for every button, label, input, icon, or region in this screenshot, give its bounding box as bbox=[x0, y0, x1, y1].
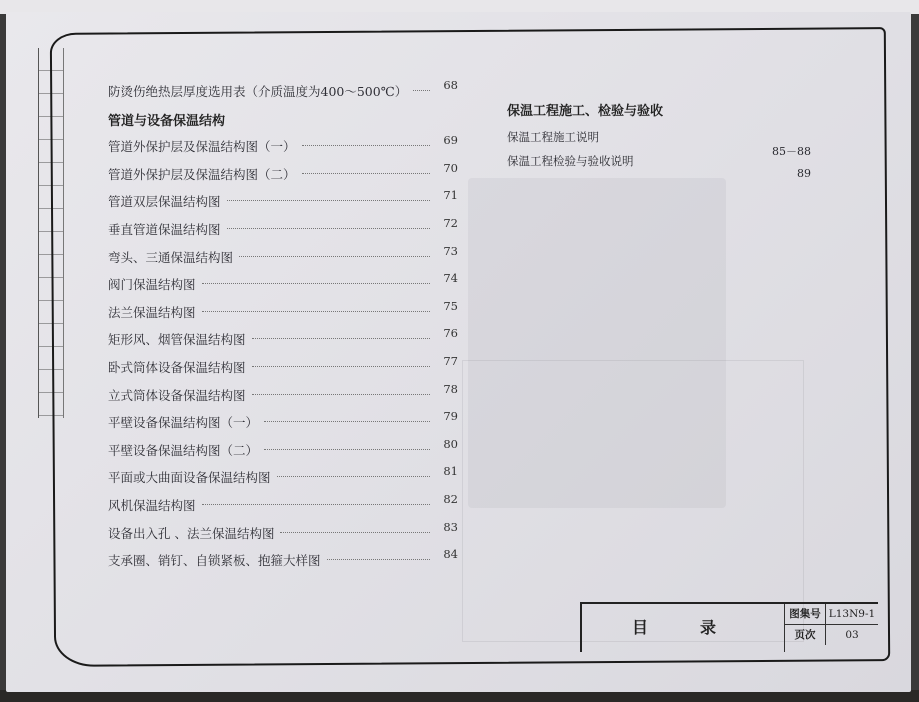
dot-leader bbox=[264, 449, 430, 450]
dot-leader bbox=[252, 394, 430, 395]
toc-entry-title: 设备出入孔 、法兰保温结构图 bbox=[108, 525, 275, 541]
toc-entry-page: 89 bbox=[797, 167, 811, 180]
toc-entry bbox=[108, 492, 458, 520]
toc-entry-page: 75 bbox=[443, 298, 458, 313]
toc-entry-page: 76 bbox=[443, 326, 458, 341]
toc-entry bbox=[108, 520, 458, 548]
toc-entry-title: 弯头、三通保温结构图 bbox=[108, 249, 234, 265]
dot-leader bbox=[252, 366, 430, 367]
dot-leader bbox=[252, 338, 430, 339]
toc-entry-page: 83 bbox=[443, 519, 458, 534]
dot-leader bbox=[202, 283, 430, 284]
dot-leader bbox=[280, 532, 430, 533]
toc-entry-title: 平面或大曲面设备保温结构图 bbox=[108, 470, 271, 486]
toc-entry bbox=[108, 133, 458, 161]
toc-entry-title: 管道双层保温结构图 bbox=[108, 194, 221, 210]
dot-leader bbox=[302, 145, 430, 146]
section-heading: 管道与设备保温结构 bbox=[108, 113, 226, 129]
toc-entry bbox=[507, 129, 817, 158]
toc-entry-title: 卧式筒体设备保温结构图 bbox=[108, 359, 246, 375]
title-block bbox=[580, 602, 878, 652]
toc-entry bbox=[108, 354, 458, 382]
dot-leader bbox=[239, 256, 430, 257]
section-heading-row bbox=[108, 106, 458, 134]
dot-leader bbox=[413, 90, 430, 91]
toc-entry bbox=[108, 326, 458, 354]
toc-entry bbox=[108, 188, 458, 216]
atlas-number-value: L13N9-1 bbox=[826, 604, 878, 625]
toc-entry bbox=[108, 409, 458, 437]
toc-entry bbox=[507, 153, 817, 180]
section-heading: 保温工程施工、检验与验收 bbox=[507, 104, 664, 119]
toc-entry-page: 68 bbox=[443, 78, 458, 92]
toc-entry bbox=[108, 382, 458, 410]
toc-entry-title: 阀门保温结构图 bbox=[108, 277, 196, 293]
toc-entry bbox=[108, 437, 458, 465]
toc-entry bbox=[108, 78, 458, 106]
toc-entry bbox=[108, 464, 458, 492]
toc-entry-title: 立式筒体设备保温结构图 bbox=[108, 387, 246, 403]
dot-leader bbox=[202, 504, 430, 505]
toc-entry-page: 73 bbox=[443, 243, 458, 258]
page-number-value: 03 bbox=[845, 629, 859, 641]
toc-entry bbox=[108, 299, 458, 327]
toc-entry-title: 支承圈、销钉、自锁紧板、抱箍大样图 bbox=[108, 553, 321, 569]
toc-entry-title: 风机保温结构图 bbox=[108, 497, 196, 513]
toc-entry-title: 平壁设备保温结构图（二） bbox=[108, 442, 259, 458]
atlas-number-label: 图集号 bbox=[785, 604, 826, 625]
toc-entry bbox=[108, 547, 458, 575]
dot-leader bbox=[264, 421, 430, 422]
dot-leader bbox=[227, 228, 430, 229]
toc-entry-page: 72 bbox=[443, 215, 458, 230]
toc-entry-title: 管道外保护层及保温结构图（二） bbox=[108, 166, 296, 182]
dot-leader bbox=[202, 311, 430, 312]
toc-entry bbox=[108, 216, 458, 244]
toc-entry-page: 74 bbox=[443, 271, 458, 286]
toc-right-column bbox=[507, 100, 817, 180]
dot-leader bbox=[227, 200, 430, 201]
toc-entry-title: 法兰保温结构图 bbox=[108, 304, 196, 320]
toc-entry-title: 平壁设备保温结构图（一） bbox=[108, 415, 259, 431]
toc-entry-page: 69 bbox=[443, 133, 458, 148]
toc-entry-title: 矩形风、烟管保温结构图 bbox=[108, 332, 246, 348]
toc-entry-page: 78 bbox=[443, 381, 458, 396]
toc-left-column bbox=[108, 78, 458, 575]
dot-leader bbox=[302, 173, 430, 174]
toc-entry-page: 77 bbox=[443, 353, 458, 368]
toc-entry-page: 81 bbox=[443, 464, 458, 479]
title-block-title: 目 录 bbox=[582, 604, 785, 652]
toc-entry bbox=[108, 161, 458, 189]
toc-entry-page: 79 bbox=[443, 409, 458, 424]
dot-leader bbox=[277, 476, 430, 477]
page-number-label: 页次 bbox=[785, 625, 826, 645]
toc-entry-title: 垂直管道保温结构图 bbox=[108, 221, 221, 237]
toc-entry-page: 84 bbox=[443, 547, 458, 562]
dot-leader bbox=[327, 559, 430, 560]
toc-entry bbox=[108, 271, 458, 299]
toc-entry bbox=[108, 244, 458, 272]
toc-entry-page: 71 bbox=[443, 188, 458, 203]
toc-entry-page: 80 bbox=[443, 436, 458, 451]
toc-entry-page: 82 bbox=[443, 491, 458, 506]
toc-entry-page: 70 bbox=[443, 160, 458, 175]
toc-entry-title: 管道外保护层及保温结构图（一） bbox=[108, 139, 296, 155]
toc-entry-title: 保温工程施工说明 bbox=[507, 130, 599, 144]
toc-entry-title: 防烫伤绝热层厚度选用表（介质温度为400～500℃） bbox=[108, 84, 408, 99]
toc-entry-title: 保温工程检验与验收说明 bbox=[507, 154, 634, 168]
toc-entry-page: 85－88 bbox=[772, 145, 811, 158]
